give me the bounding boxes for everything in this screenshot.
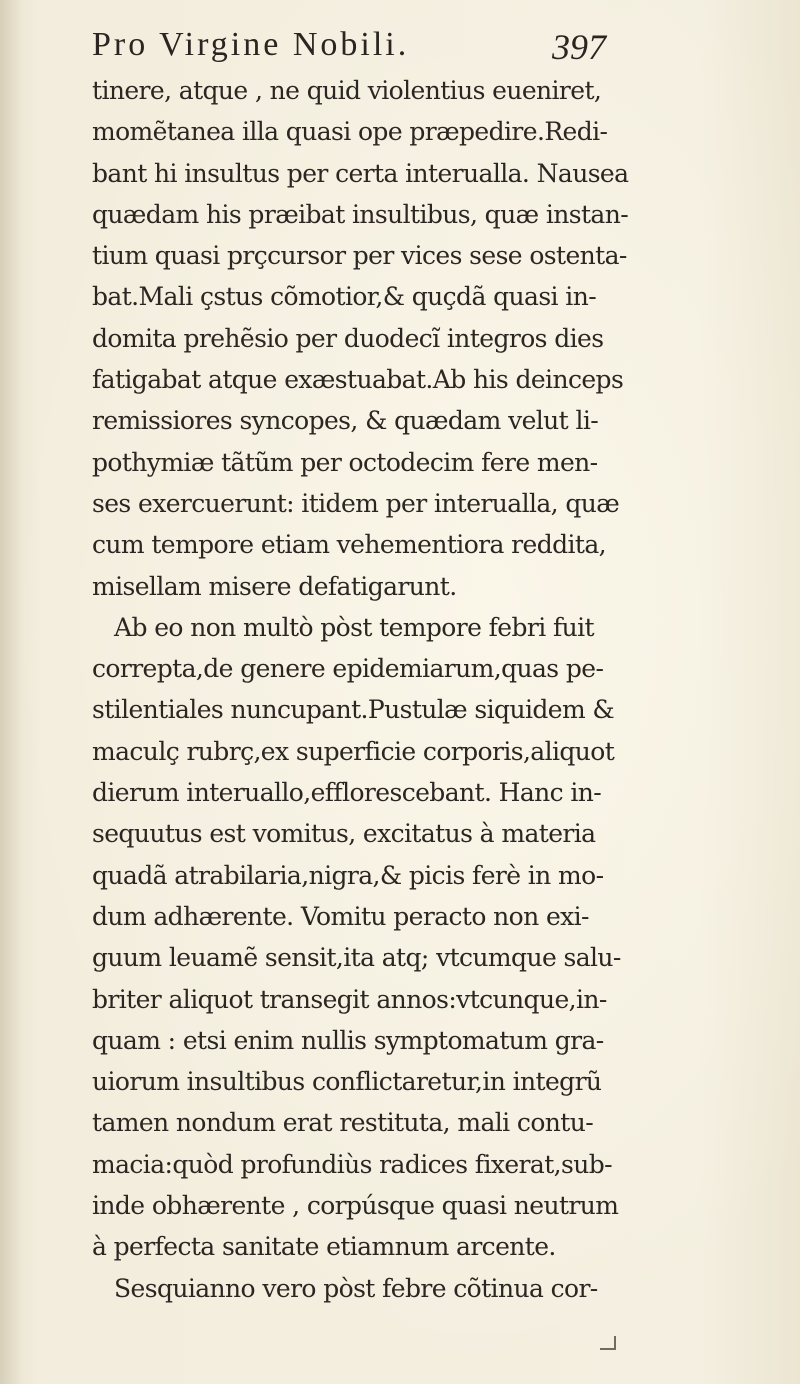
text-line: cum tempore etiam vehementiora reddita, <box>92 530 607 560</box>
page-header <box>0 22 800 72</box>
text-line: sequutus est vomitus, excitatus à materia <box>92 819 596 849</box>
text-line: dum adhærente. Vomitu peracto non exi- <box>92 901 589 931</box>
text-line: bant hi insultus per certa interualla. Nausea <box>92 158 629 188</box>
text-line: macia:quòd profundiùs radices fixerat,sub- <box>92 1149 612 1179</box>
text-line: tamen nondum erat restituta, mali contu- <box>92 1108 594 1138</box>
text-line: fatigabat atque exæstuabat.Ab his deinceps <box>92 365 624 395</box>
catchword-mark <box>600 1336 616 1350</box>
text-line: misellam misere defatigarunt. <box>92 571 457 601</box>
text-line: domita prehẽsio per duodecĩ integros dies <box>92 323 604 353</box>
text-line: tium quasi prçcursor per vices sese ostenta- <box>92 241 627 271</box>
text-line: ses exercuerunt: itidem per interualla, quæ <box>92 488 620 518</box>
text-line: correpta,de genere epidemiarum,quas pe- <box>92 654 604 684</box>
text-line: dierum interuallo,efflorescebant. Hanc in- <box>92 778 602 808</box>
body-text <box>92 70 632 1309</box>
text-line: tinere, atque , ne quid violentius eueniret, <box>92 76 602 105</box>
text-line: bat.Mali çstus cõmotior,& quçdã quasi in- <box>92 282 597 312</box>
running-head: Pro Virgine Nobili. <box>92 26 410 63</box>
text-line: remissiores syncopes, & quædam velut li- <box>92 406 599 436</box>
text-line: uiorum insultibus conflictaretur,in integrũ <box>92 1067 602 1097</box>
text-line: inde obhærente , corpúsque quasi neutrum <box>92 1191 619 1221</box>
text-line: à perfecta sanitate etiamnum arcente. <box>92 1232 556 1262</box>
text-line: quædam his præibat insultibus, quæ instan- <box>92 199 629 229</box>
gutter-shadow <box>0 0 22 1384</box>
paragraph-start-line: Sesquianno vero pòst febre cõtinua cor- <box>114 1273 598 1303</box>
page-number: 397 <box>552 27 606 67</box>
text-line: briter aliquot transegit annos:vtcunque,in- <box>92 984 607 1014</box>
text-line: stilentiales nuncupant.Pustulæ siquidem & <box>92 695 615 725</box>
paragraph-start-line: Ab eo non multò pòst tempore febri fuit <box>114 612 594 642</box>
text-line: quam : etsi enim nullis symptomatum gra- <box>92 1025 604 1055</box>
text-line: guum leuamẽ sensit,ita atq; vtcumque salu- <box>92 943 621 973</box>
text-line: quadã atrabilaria,nigra,& picis ferè in mo- <box>92 860 604 890</box>
text-line: maculç rubrç,ex superficie corporis,aliquot <box>92 736 615 766</box>
text-line: momẽtanea illa quasi ope præpedire.Redi- <box>92 117 608 147</box>
text-line: pothymiæ tãtũm per octodecim fere men- <box>92 447 598 477</box>
